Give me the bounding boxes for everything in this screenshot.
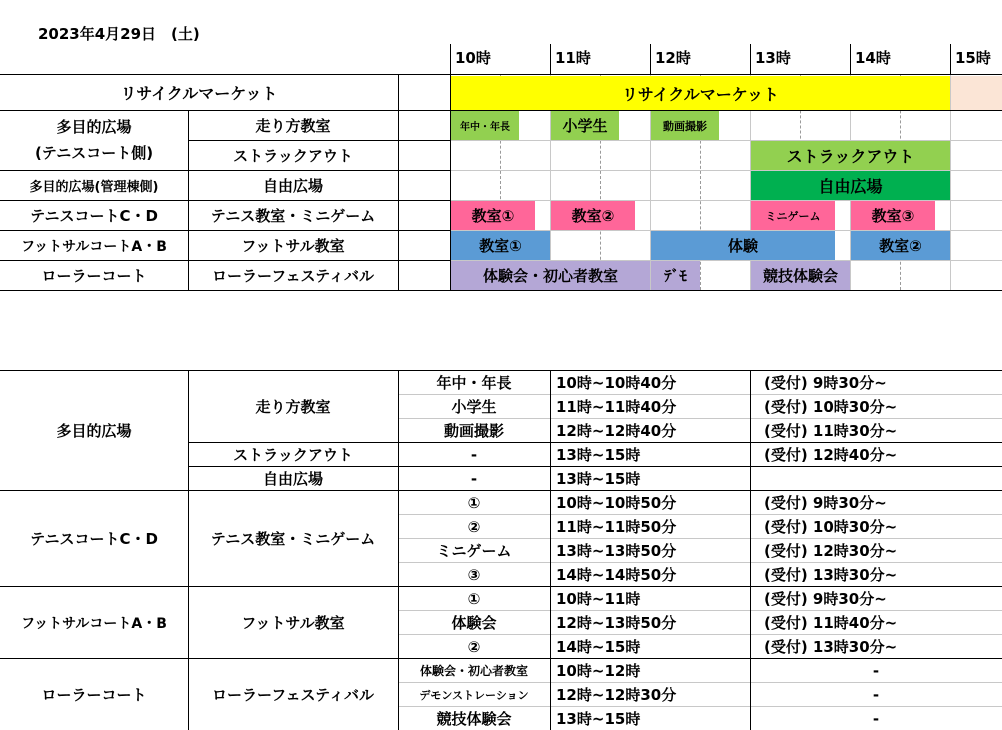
- detail-event-free-plaza: 自由広場: [262, 470, 323, 488]
- detail-row-reception: (受付) 12時40分~: [764, 446, 898, 464]
- row-recycle-market: リサイクルマーケット: [120, 84, 278, 103]
- venue-multi-purpose-plaza-sub: (テニスコート側): [34, 143, 154, 162]
- bar-roller-demo: ﾃﾞﾓ: [651, 261, 700, 290]
- hour-label-15: 15時: [955, 48, 991, 67]
- detail-row-reception: (受付) 11時30分~: [764, 422, 898, 440]
- detail-row-reception: (受付) 9時30分~: [764, 494, 887, 512]
- detail-row-time: 13時~15時: [556, 446, 641, 464]
- venue-roller-court: ローラーコート: [41, 267, 147, 285]
- detail-row-time: 12時~12時30分: [556, 686, 677, 704]
- bar-recycle-market-continued: [951, 76, 1002, 110]
- detail-event-futsal: フットサル教室: [241, 614, 345, 632]
- detail-row-sub: 体験会・初心者教室: [419, 664, 528, 678]
- hour-label-14: 14時: [855, 48, 891, 67]
- venue-multi-purpose-plaza-admin: 多目的広場(管理棟側): [29, 180, 159, 195]
- detail-row-time: 10時~11時: [556, 590, 641, 608]
- bar-free-plaza: 自由広場: [751, 171, 950, 200]
- event-free-plaza: 自由広場: [262, 177, 323, 195]
- detail-row-time: 13時~15時: [556, 470, 641, 488]
- venue-futsal-court: フットサルコートA・B: [21, 238, 167, 255]
- bar-tennis-minigame: ミニゲーム: [751, 201, 835, 230]
- detail-row-time: 11時~11時50分: [556, 518, 677, 536]
- bar-roller-trial: 体験会・初心者教室: [451, 261, 650, 290]
- detail-row-sub: デモンストレーション: [419, 688, 529, 702]
- detail-row-sub: -: [470, 469, 478, 488]
- hour-label-13: 13時: [755, 48, 791, 67]
- bar-futsal-trial: 体験: [651, 231, 835, 260]
- detail-row-sub: 年中・年長: [436, 374, 512, 392]
- hour-label-10: 10時: [455, 48, 491, 67]
- detail-event-struck-out: ストラックアウト: [233, 446, 353, 464]
- detail-row-reception: (受付) 13時30分~: [764, 566, 898, 584]
- detail-row-sub: 動画撮影: [443, 422, 504, 440]
- detail-row-time: 13時~13時50分: [556, 542, 677, 560]
- detail-row-time: 12時~12時40分: [556, 422, 677, 440]
- detail-row-reception: (受付) 10時30分~: [764, 518, 898, 536]
- event-tennis-class: テニス教室・ミニゲーム: [210, 207, 376, 225]
- detail-venue-roller: ローラーコート: [41, 686, 147, 704]
- event-roller-festival: ローラーフェスティバル: [211, 267, 374, 285]
- venue-tennis-court: テニスコートC・D: [30, 207, 158, 225]
- bar-running-elementary: 小学生: [551, 111, 619, 140]
- detail-row-time: 14時~15時: [556, 638, 641, 656]
- detail-row-sub: 体験会: [451, 614, 497, 632]
- detail-row-reception: (受付) 11時40分~: [764, 614, 898, 632]
- detail-venue-futsal: フットサルコートA・B: [21, 615, 167, 632]
- venue-multi-purpose-plaza: 多目的広場: [56, 117, 132, 136]
- detail-row-reception: (受付) 12時30分~: [764, 542, 898, 560]
- hour-label-11: 11時: [555, 48, 591, 67]
- detail-row-reception: (受付) 13時30分~: [764, 638, 898, 656]
- detail-event-running: 走り方教室: [255, 398, 331, 416]
- detail-row-time: 14時~14時50分: [556, 566, 677, 584]
- detail-row-time: 10時~12時: [556, 662, 641, 680]
- bar-tennis-class-1: 教室①: [451, 201, 535, 230]
- bar-recycle-market: リサイクルマーケット: [451, 76, 950, 110]
- detail-row-sub: ③: [467, 565, 481, 584]
- detail-row-sub: ①: [467, 589, 481, 608]
- detail-row-time: 10時~10時40分: [556, 374, 677, 392]
- detail-event-tennis: テニス教室・ミニゲーム: [210, 530, 376, 548]
- detail-venue-tennis: テニスコートC・D: [30, 530, 158, 548]
- bar-tennis-class-2: 教室②: [551, 201, 635, 230]
- bar-futsal-class-1: 教室①: [451, 231, 550, 260]
- detail-row-reception: (受付) 10時30分~: [764, 398, 898, 416]
- detail-row-reception: -: [872, 685, 880, 704]
- detail-row-reception: (受付) 9時30分~: [764, 374, 887, 392]
- detail-row-sub: ミニゲーム: [436, 542, 512, 560]
- event-running-class: 走り方教室: [255, 117, 331, 135]
- detail-row-reception: -: [872, 661, 880, 680]
- bar-running-kids: 年中・年長: [451, 111, 519, 140]
- detail-row-time: 13時~15時: [556, 710, 641, 728]
- detail-row-sub: ②: [467, 637, 481, 656]
- detail-row-sub: 小学生: [451, 398, 497, 416]
- bar-futsal-class-2: 教室②: [851, 231, 950, 260]
- detail-row-sub: ②: [467, 517, 481, 536]
- hour-label-12: 12時: [655, 48, 691, 67]
- bar-running-video: 動画撮影: [651, 111, 719, 140]
- event-futsal-class: フットサル教室: [241, 237, 345, 255]
- detail-row-time: 11時~11時40分: [556, 398, 677, 416]
- detail-event-roller: ローラーフェスティバル: [211, 686, 374, 704]
- detail-row-sub: ①: [467, 493, 481, 512]
- schedule-date: 2023年4月29日 (土): [38, 24, 200, 43]
- bar-roller-competition: 競技体験会: [751, 261, 850, 290]
- detail-row-reception: -: [872, 709, 880, 728]
- event-struck-out: ストラックアウト: [233, 147, 353, 165]
- bar-tennis-class-3: 教室③: [851, 201, 935, 230]
- detail-venue-multi-purpose: 多目的広場: [56, 422, 132, 440]
- detail-row-reception: (受付) 9時30分~: [764, 590, 887, 608]
- detail-row-sub: -: [470, 445, 478, 464]
- detail-row-time: 10時~10時50分: [556, 494, 677, 512]
- bar-struck-out: ストラックアウト: [751, 141, 950, 170]
- detail-row-time: 12時~13時50分: [556, 614, 677, 632]
- detail-row-sub: 競技体験会: [436, 710, 512, 728]
